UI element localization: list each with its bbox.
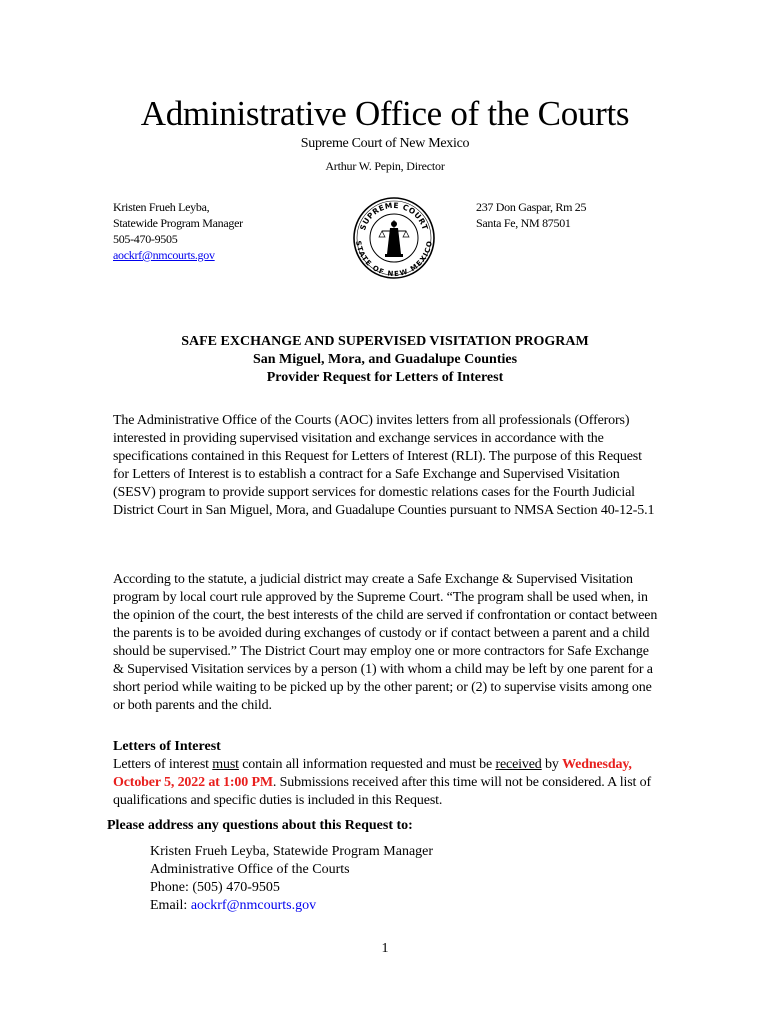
letters-text-1: Letters of interest [113, 757, 213, 772]
justice-figure-icon [379, 220, 409, 257]
court-seal [352, 196, 436, 280]
contact-role: Statewide Program Manager [113, 216, 243, 230]
questions-contact-email-line [150, 897, 433, 915]
questions-contact-phone: Phone: (505) 470-9505 [150, 880, 280, 895]
heading-line-3: Provider Request for Letters of Interest [266, 370, 504, 385]
contact-right-block [476, 199, 586, 231]
letters-text-2: contain all information requested and must be [238, 757, 496, 772]
page-title: Administrative Office of the Courts [140, 94, 630, 133]
seal-bottom-text: STATE OF NEW MEXICO [354, 240, 434, 278]
contact-email-link[interactable]: aockrf@nmcourts.gov [113, 248, 215, 262]
page-subtitle: Supreme Court of New Mexico [300, 136, 470, 151]
must-text: must [212, 757, 239, 772]
contact-left-block [113, 199, 243, 263]
letters-of-interest-paragraph [113, 756, 659, 810]
email-label: Email: [150, 898, 191, 913]
questions-contact-name: Kristen Frueh Leyba, Statewide Program Manager [150, 844, 434, 859]
deadline-text: Wednesday, October 5, 2022 at 1:00 PM [113, 757, 632, 790]
contact-phone: 505-470-9505 [113, 232, 178, 246]
intro-paragraph: The Administrative Office of the Courts (AOC) invites letters from all professionals (Offerors) interested in providing supervised visitation and exchange services in accordance with the specifications contained in this Request for Letters of Interest (RLI). The purpose of this Request for Letters of Interest is to establish a contract for a Safe Exchange and Supervised Visitation (SESV) program to provide support services for domestic relations cases for the Fourth Judicial District Court in San Miguel, Mora, and Guadalupe Counties pursuant to NMSA Section 40-12-5.1 [113, 413, 655, 518]
seal-top-text: SUPREME COURT [358, 200, 430, 232]
address-line-2: Santa Fe, NM 87501 [476, 216, 571, 230]
heading-line-1: SAFE EXCHANGE AND SUPERVISED VISITATION PROGRAM [181, 334, 589, 349]
director-line: Arthur W. Pepin, Director [325, 159, 445, 173]
page-number: 1 [381, 941, 389, 956]
letters-of-interest-heading: Letters of Interest [113, 739, 221, 754]
heading-line-2: San Miguel, Mora, and Guadalupe Counties [252, 352, 518, 367]
questions-heading: Please address any questions about this Request to: [107, 818, 413, 833]
program-heading [0, 333, 770, 387]
questions-contact-block [150, 843, 433, 915]
contact-name: Kristen Frueh Leyba, [113, 200, 210, 214]
letters-text-3: by [541, 757, 563, 772]
questions-email-link[interactable]: aockrf@nmcourts.gov [190, 898, 317, 913]
questions-contact-office: Administrative Office of the Courts [150, 862, 350, 877]
address-line-1: 237 Don Gaspar, Rm 25 [476, 200, 587, 214]
received-text: received [495, 757, 542, 772]
letters-text-4: . Submissions received after this time will not be considered. A list of qualifications and specific duties is included in this Request. [113, 775, 651, 808]
statute-paragraph: According to the statute, a judicial district may create a Safe Exchange & Supervised Visitation program by local court rule approved by the Supreme Court. “The program shall be used when, in the opinion of the court, the best interests of the child are served if confrontation or contact between the parents is to be avoided during exchanges of custody or if contact between a parent and a child should be supervised.” The District Court may employ one or more contractors for Safe Exchange & Supervised Visitation services by a person (1) with whom a child may be left by one parent for a short period while waiting to be picked up by the other parent; or (2) to supervise visits among one or both parents and the child. [113, 572, 658, 713]
